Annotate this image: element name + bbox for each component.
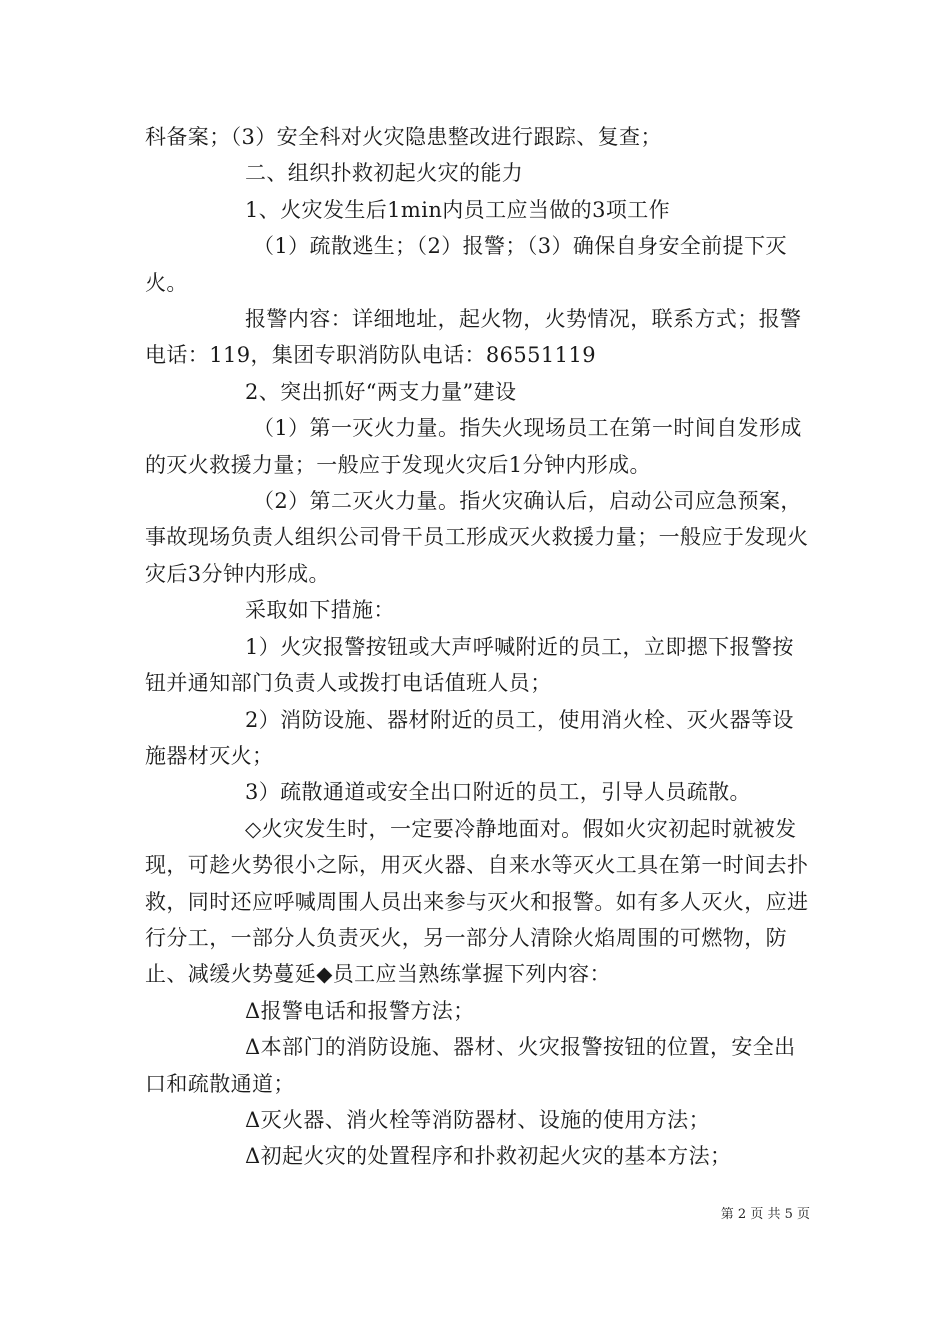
list-item: 2）消防设施、器材附近的员工，使用消火栓、灭火器等设施器材灭火； xyxy=(145,707,794,768)
list-item: Δ灭火器、消火栓等消防器材、设施的使用方法； xyxy=(245,1107,710,1132)
paragraph: （1）第一灭火力量。指失火现场员工在第一时间自发形成的灭火救援力量；一般应于发现火灾后1分钟内形成。 xyxy=(145,416,802,477)
list-item: Δ报警电话和报警方法； xyxy=(245,998,475,1023)
paragraph: 科备案；（3）安全科对火灾隐患整改进行跟踪、复查； xyxy=(145,125,662,149)
page-number: 第 2 页 共 5 页 xyxy=(720,1207,810,1222)
list-item: Δ本部门的消防设施、器材、火灾报警按钮的位置，安全出口和疏散通道； xyxy=(145,1035,796,1096)
paragraph: ◇火灾发生时，一定要冷静地面对。假如火灾初起时就被发现，可趁火势很小之际，用灭火器、自来水等灭火工具在第一时间去扑救，同时还应呼喊周围人员出来参与灭火和报警。如有多人灭火，应进行分工，一部分人负责灭火，另一部分人清除火焰周围的可燃物，防止、减缓火势蔓延◆员工应当熟练掌握下列内容： xyxy=(145,816,809,987)
list-item: 3）疏散通道或安全出口附近的员工，引导人员疏散。 xyxy=(245,780,751,805)
subsection-heading: 1、火灾发生后1min内员工应当做的3项工作 xyxy=(245,197,671,222)
list-item: 1）火灾报警按钮或大声呼喊附近的员工，立即摁下报警按钮并通知部门负责人或拨打电话值班人员； xyxy=(145,634,794,696)
paragraph: 报警内容：详细地址，起火物，火势情况，联系方式；报警电话：119，集团专职消防队电话：86551119 xyxy=(145,307,802,368)
list-item: Δ初起火灾的处置程序和扑救初起火灾的基本方法； xyxy=(245,1144,732,1169)
subsection-heading: 2、突出抓好“两支力量”建设 xyxy=(245,379,517,404)
paragraph: （2）第二灭火力量。指火灾确认后，启动公司应急预案，事故现场负责人组织公司骨干员工形成灭火救援力量；一般应于发现火灾后3分钟内形成。 xyxy=(145,489,809,586)
paragraph: 采取如下措施： xyxy=(245,598,395,623)
paragraph: （1）疏散逃生；（2）报警；（3）确保自身安全前提下灭火。 xyxy=(145,234,787,295)
section-heading: 二、组织扑救初起火灾的能力 xyxy=(245,161,524,186)
document-body xyxy=(145,119,810,1175)
